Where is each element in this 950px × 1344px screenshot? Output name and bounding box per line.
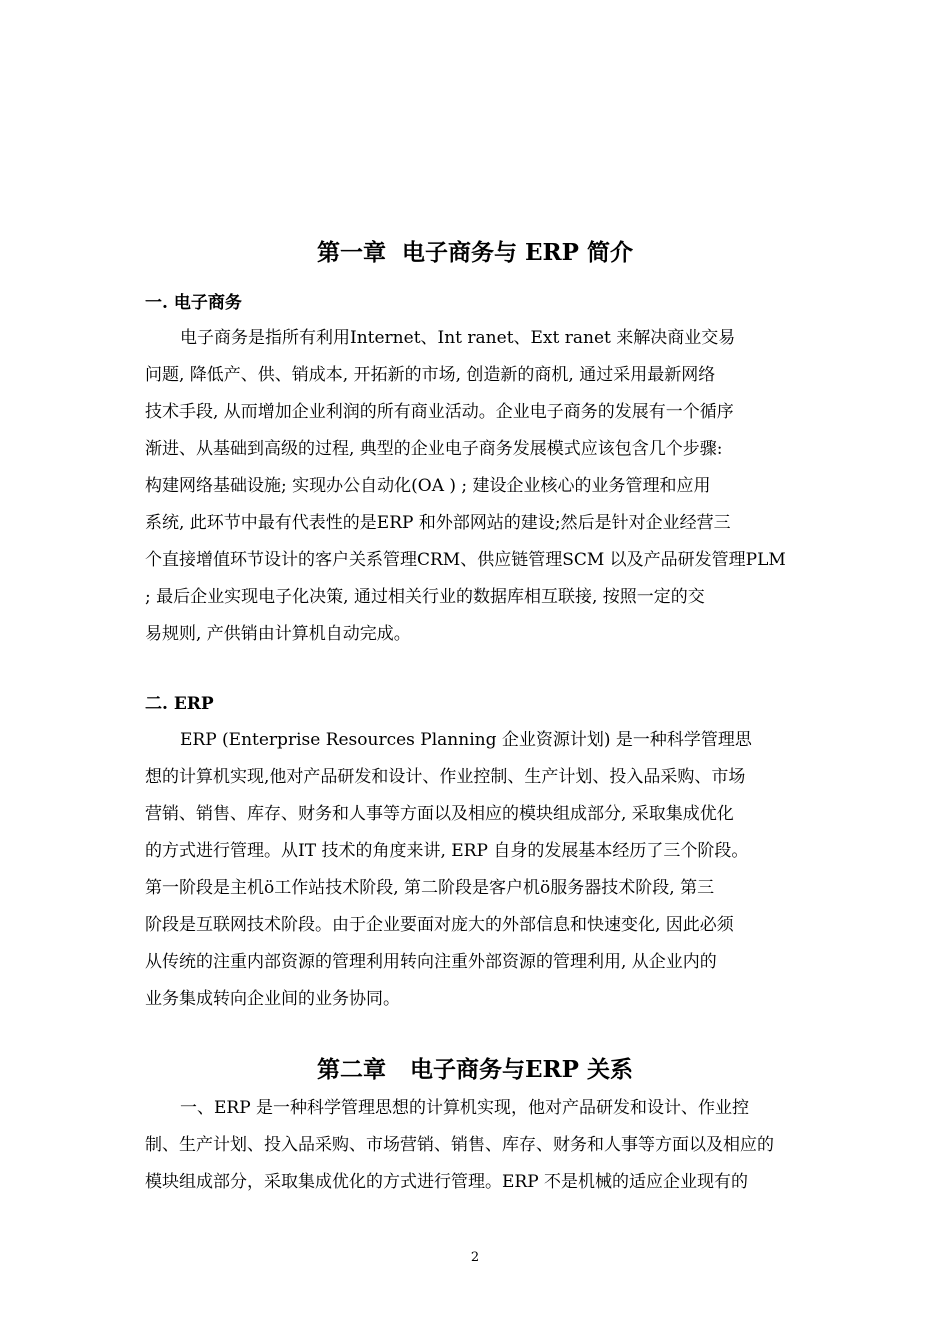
paragraph-line: 模块组成部分，采取集成优化的方式进行管理。ERP 不是机械的适应企业现有的 [145,1172,749,1192]
paragraph-line: 技术手段, 从而增加企业利润的所有商业活动。企业电子商务的发展有一个循序 [145,402,734,422]
paragraph-line: ; 最后企业实现电子化决策, 通过相关行业的数据库相互联接, 按照一定的交 [145,587,705,607]
paragraph-line: 第一阶段是主机ö工作站技术阶段, 第二阶段是客户机ö服务器技术阶段, 第三 [145,878,715,898]
paragraph-line: 易规则, 产供销由计算机自动完成。 [145,624,411,644]
page-number: 2 [470,1250,480,1265]
paragraph-line: 想的计算机实现,他对产品研发和设计、作业控制、生产计划、投入品采购、市场 [145,767,746,787]
section-1-heading: 一. 电子商务 [145,293,242,313]
paragraph-line: 一、ERP 是一种科学管理思想的计算机实现，他对产品研发和设计、作业控 [180,1098,750,1118]
chapter-1-title: 第一章 电子商务与 ERP 简介 [317,239,633,266]
paragraph-line: 制、生产计划、投入品采购、市场营销、销售、库存、财务和人事等方面以及相应的 [145,1135,774,1155]
paragraph-line: 个直接增值环节设计的客户关系管理CRM、供应链管理SCM 以及产品研发管理PLM [145,550,786,570]
chapter-2-title: 第二章 电子商务与ERP 关系 [317,1056,633,1083]
paragraph-line: 电子商务是指所有利用Internet、Int ranet、Ext ranet 来解决商业交易 [180,328,736,348]
paragraph-line: 构建网络基础设施; 实现办公自动化(OA ) ; 建设企业核心的业务管理和应用 [145,476,711,496]
paragraph-line: 阶段是互联网技术阶段。由于企业要面对庞大的外部信息和快速变化, 因此必须 [145,915,734,935]
paragraph-line: 的方式进行管理。从IT 技术的角度来讲, ERP 自身的发展基本经历了三个阶段。 [145,841,749,861]
paragraph-line: 业务集成转向企业间的业务协同。 [145,989,400,1009]
paragraph-line: 营销、销售、库存、财务和人事等方面以及相应的模块组成部分, 采取集成优化 [145,804,734,824]
section-2-heading: 二. ERP [145,694,214,714]
paragraph-line: 问题, 降低产、供、销成本, 开拓新的市场, 创造新的商机, 通过采用最新网络 [145,365,716,385]
paragraph-line: 从传统的注重内部资源的管理利用转向注重外部资源的管理利用, 从企业内的 [145,952,717,972]
paragraph-line: ERP (Enterprise Resources Planning 企业资源计划) 是一种科学管理思 [180,730,752,750]
paragraph-line: 系统, 此环节中最有代表性的是ERP 和外部网站的建设;然后是针对企业经营三 [145,513,731,533]
paragraph-line: 渐进、从基础到高级的过程, 典型的企业电子商务发展模式应该包含几个步骤: [145,439,723,459]
